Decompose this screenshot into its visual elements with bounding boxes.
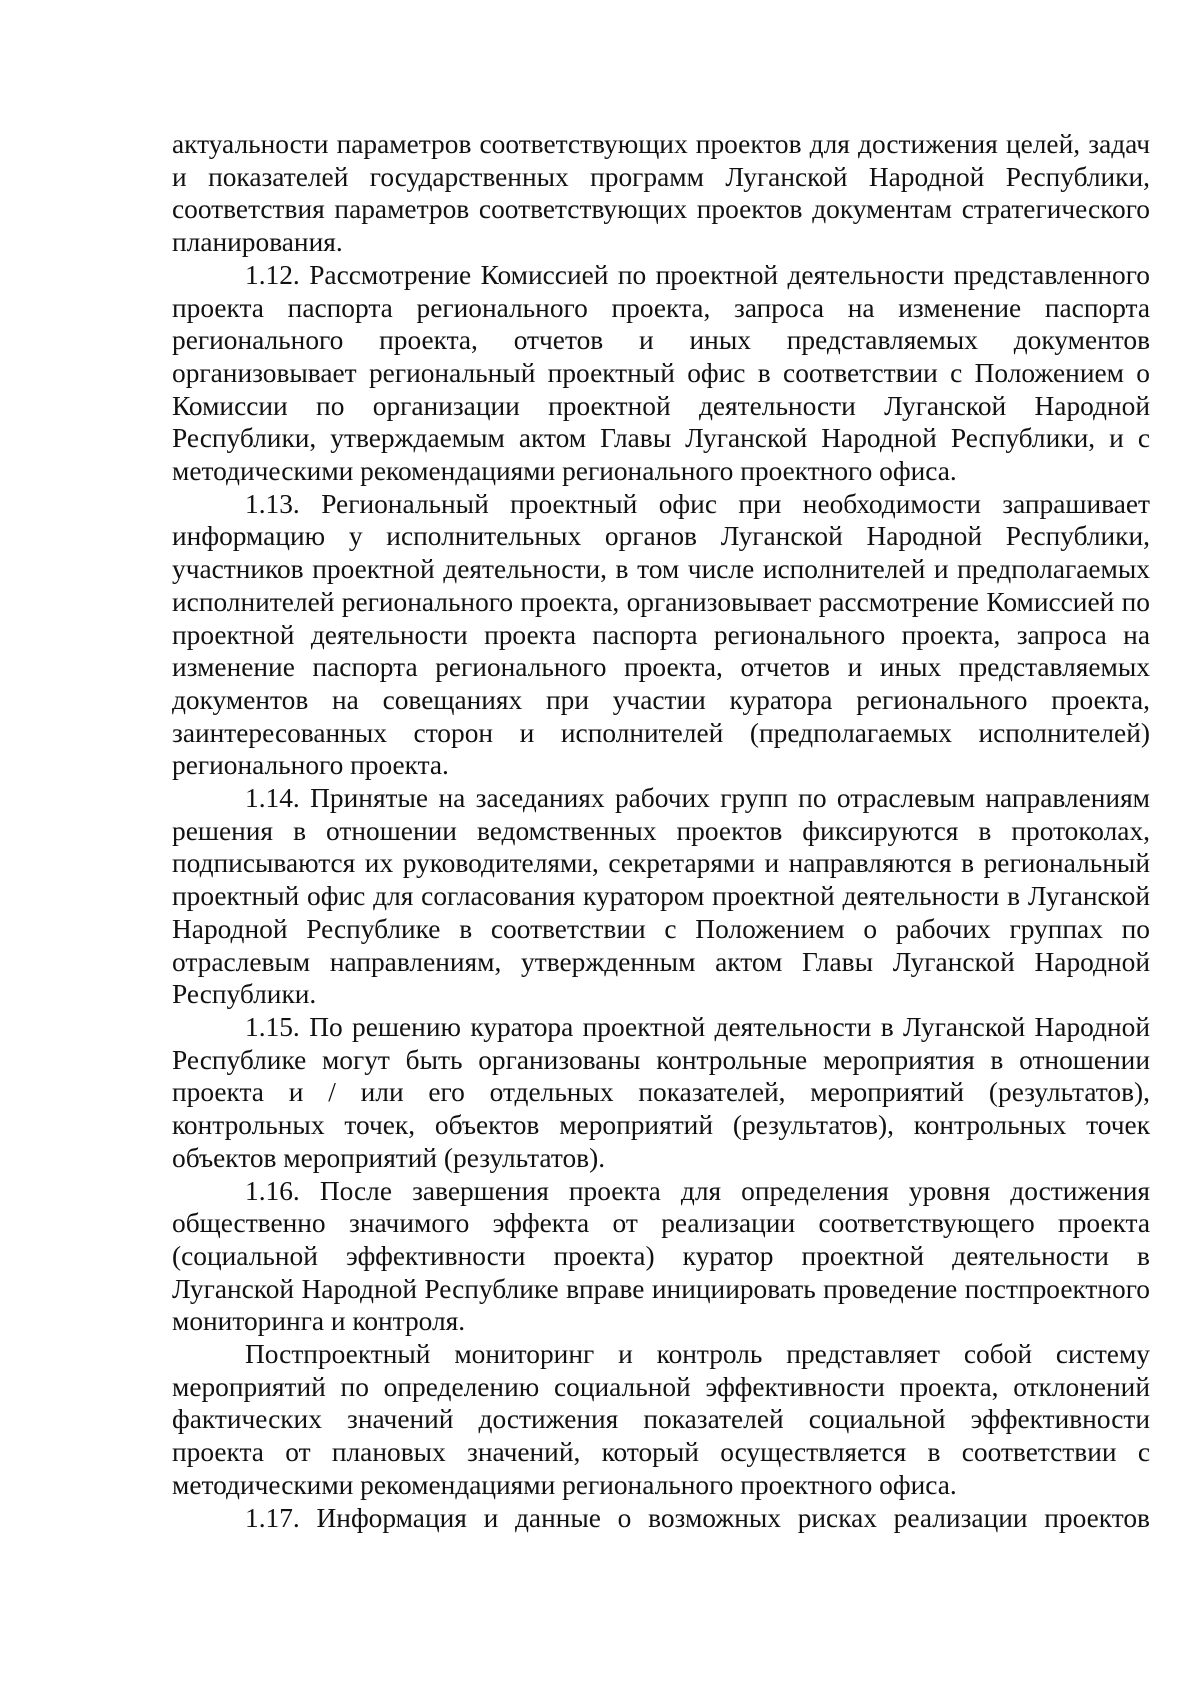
paragraph-text: актуальности параметров соответствующих проектов для достижения целей, задач и показателей государственных программ Луганской Народной Республики, соответствия параметров соответствующих проектов документам стратегического планирования. (172, 129, 1150, 258)
paragraph-1-14 (172, 782, 1150, 1011)
paragraph-text: Принятые на заседаниях рабочих групп по отраслевым направлениям решения в отношении ведомственных проектов фиксируются в протоколах, подписываются их руководителями, секретарями и направляются в региональный проектный офис для согласования куратором проектной деятельности в Луганской Народной Республике в соответствии с Положением о рабочих группах по отраслевым направлениям, утвержденным актом Главы Луганской Народной Республики. (172, 783, 1150, 1010)
paragraph-text: Информация и данные о возможных рисках реализации проектов (316, 1502, 1150, 1533)
paragraph-number: 1.13. (245, 488, 300, 519)
paragraph-number: 1.15. (245, 1011, 300, 1042)
document-page (172, 128, 1150, 1534)
paragraph-1-16 (172, 1175, 1150, 1339)
paragraph-text: После завершения проекта для определения уровня достижения общественно значимого эффекта от реализации соответствующего проекта (социальной эффективности проекта) куратор проектной деятельности в Луганской Народной Республике вправе инициировать проведение постпроектного мониторинга и контроля. (172, 1175, 1150, 1337)
paragraph-1-12 (172, 259, 1150, 488)
paragraph-text: Региональный проектный офис при необходимости запрашивает информацию у исполнительных органов Луганской Народной Республики, участников проектной деятельности, в том числе исполнителей и предполагаемых исполнителей регионального проекта, организовывает рассмотрение Комиссией по проектной деятельности проекта паспорта регионального проекта, запроса на изменение паспорта регионального проекта, отчетов и иных представляемых документов на совещаниях при участии куратора регионального проекта, заинтересованных сторон и исполнителей (предполагаемых исполнителей) регионального проекта. (172, 488, 1150, 781)
paragraph-continuation (172, 128, 1150, 259)
paragraph-text: По решению куратора проектной деятельности в Луганской Народной Республике могут быть организованы контрольные мероприятия в отношении проекта и / или его отдельных показателей, мероприятий (результатов), контрольных точек, объектов мероприятий (результатов), контрольных точек объектов мероприятий (результатов). (172, 1011, 1150, 1173)
paragraph-1-15 (172, 1011, 1150, 1175)
paragraph-1-13 (172, 488, 1150, 782)
paragraph-postproject (172, 1338, 1150, 1502)
paragraph-number: 1.16. (245, 1175, 300, 1206)
paragraph-number: 1.12. (245, 259, 300, 290)
paragraph-number: 1.17. (245, 1502, 300, 1533)
paragraph-1-17 (172, 1502, 1150, 1535)
paragraph-number: 1.14. (245, 783, 300, 814)
paragraph-text: Постпроектный мониторинг и контроль представляет собой систему мероприятий по определению социальной эффективности проекта, отклонений фактических значений достижения показателей социальной эффективности проекта от плановых значений, который осуществляется в соответствии с методическими рекомендациями регионального проектного офиса. (172, 1339, 1150, 1500)
paragraph-text: Рассмотрение Комиссией по проектной деятельности представленного проекта паспорта регионального проекта, запроса на изменение паспорта регионального проекта, отчетов и иных представляемых документов организовывает региональный проектный офис в соответствии с Положением о Комиссии по организации проектной деятельности Луганской Народной Республики, утверждаемым актом Главы Луганской Народной Республики, и с методическими рекомендациями регионального проектного офиса. (172, 259, 1150, 487)
